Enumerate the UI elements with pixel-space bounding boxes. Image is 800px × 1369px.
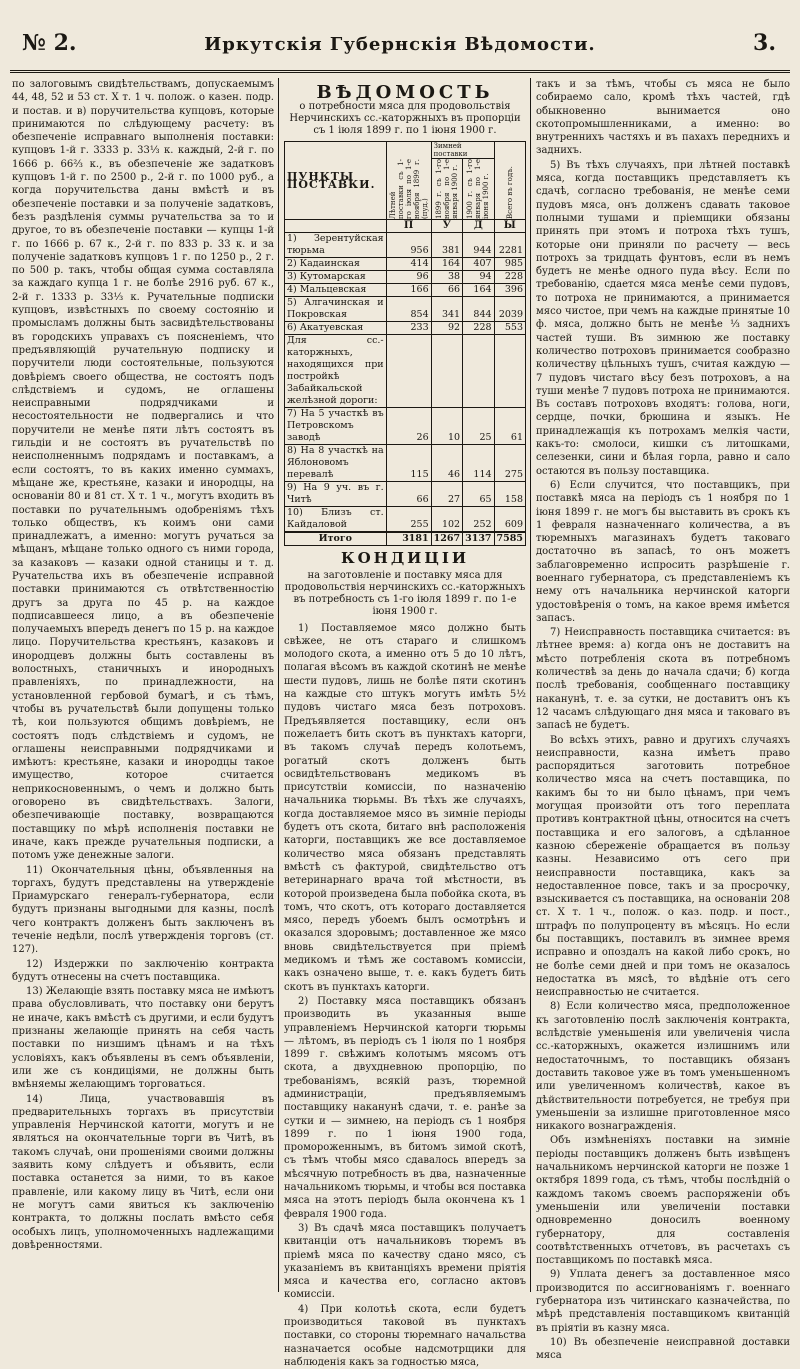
unit-letter: П (386, 220, 431, 233)
year-cell: 158 (494, 482, 525, 507)
winter2-cell: 65 (463, 482, 494, 507)
unit-letter: Ы (494, 220, 525, 233)
winter1-cell: 66 (431, 284, 462, 297)
column-left (12, 78, 274, 1292)
total-winter-2: 3137 (463, 532, 494, 546)
place-cell: 5) Алгачинская и Покровская (285, 297, 387, 322)
year-cell: 609 (494, 507, 525, 533)
summer-cell: 66 (386, 482, 431, 507)
table-header-summer: Лѣтней поставки съ 1-го іюля по 1-е ноября 1899 г. (пуд.) (386, 142, 431, 220)
paragraph: 7) Неисправность поставщика считается: въ лѣтнее время: а) когда онъ не доставитъ на мѣсто потребленія скота въ потребномъ количествѣ за день до начала сдачи; б) когда послѣ требованія, сообщеннаго поставщику наканунѣ, т. е. за сутки, не доставитъ онъ къ 12 часамъ слѣдующаго дня мяса и таковаго въ запасѣ не будетъ. (536, 627, 790, 732)
total-winter-1: 1267 (431, 532, 462, 546)
place-cell: 4) Мальцевская (285, 284, 387, 297)
summer-cell: 414 (386, 258, 431, 271)
paragraph: 11) Окончательныя цѣны, объявленныя на торгахъ, будутъ представлены на утвержденіе Приамурскаго генералъ-губернатора, если будутъ признаны выгодными для казны, послѣ чего контрактъ долженъ быть заключенъ въ теченіе недѣли, послѣ утвержденія торговъ (ст. 127). (12, 864, 274, 956)
conditions-subtitle: на заготовленіе и поставку мяса для продовольствія нерчинскихъ сс.-каторжныхъ въ потребность съ 1-го іюля 1899 г. по 1-е іюня 1900 г. (284, 569, 526, 617)
winter2-cell: 94 (463, 271, 494, 284)
winter2-cell: 25 (463, 408, 494, 445)
winter1-cell: 381 (431, 233, 462, 258)
paragraph: 8) Если количество мяса, предположенное къ заготовленію послѣ заключенія контракта, вслѣдствіе уменьшенія или увеличенія числа сс.-каторжныхъ, окажется излишнимъ или недостаточнымъ, то поставщикъ обязанъ доставить таковое уже въ томъ уменьшенномъ или увеличенномъ количествѣ, какое въ дѣйствительности потребуется, не требуя при уменьшеніи за излишне приготовленное мясо никакого вознагражденія. (536, 1001, 790, 1133)
paragraph: 6) Если случится, что поставщикъ, при поставкѣ мяса на періодъ съ 1 ноября по 1 іюня 1899 г. не могъ бы выставить въ срокъ къ 1 февраля назначеннаго количества, а въ тюремныхъ магазинахъ будетъ таковаго достаточно въ запасѣ, то онъ можетъ заблаговременно испросить разрѣшеніе г. военнаго губернатора, съ представленіемъ къ нему отъ начальника нерчинской каторги удостовѣренія о томъ, на какое время имѣется запасъ. (536, 479, 790, 624)
year-cell: 2281 (494, 233, 525, 258)
newspaper-header (10, 0, 790, 64)
winter2-cell: 164 (463, 284, 494, 297)
place-cell: 10) Близъ ст. Кайдаловой (285, 507, 387, 533)
year-cell: 985 (494, 258, 525, 271)
winter1-cell: 46 (431, 445, 462, 482)
winter2-cell: 407 (463, 258, 494, 271)
place-cell: 9) На 9 уч. въ г. Читѣ (285, 482, 387, 507)
place-cell: 3) Кутомарская (285, 271, 387, 284)
winter1-cell: 27 (431, 482, 462, 507)
summer-cell: 26 (386, 408, 431, 445)
place-cell: 8) На 8 участкѣ на Яблоновомъ перевалѣ (285, 445, 387, 482)
winter2-cell: 228 (463, 322, 494, 335)
column-middle (284, 78, 526, 1368)
paragraph: 1) Поставляемое мясо должно быть свѣжее, не отъ стараго и слишкомъ молодого скота, а именно отъ 5 до 10 лѣтъ, полагая вѣсомъ въ каждой скотинѣ не менѣе шести пудовъ, лишь не болѣе пяти скотинъ на каждые сто штукъ могутъ имѣть 5½ пудовъ чистаго мяса безъ потроховъ. Предъявляется поставщику, если онъ пожелаетъ бить скотъ въ пунктахъ каторги, въ такомъ случаѣ передъ колотьемъ, рогатый скотъ долженъ быть освидѣтельствованъ медикомъ въ присутствіи комиссіи, по назначенію начальника тюрьмы. Въ тѣхъ же случаяхъ, когда доставляемое мясо въ зимніе періоды будетъ отъ скота, битаго внѣ расположенія каторги, поставщикъ же все доставляемое количество мяса обязанъ представлять вмѣстѣ съ фактурой, свидѣтельство отъ ветеринарнаго врача той мѣстности, въ которой произведена была побойка скота, въ томъ, что скотъ, отъ котораго доставляется мясо, передъ убоемъ былъ осмотрѣнъ и оказался здоровымъ; доставленное же мясо вновь свидѣтельствуется при пріемѣ медикомъ и тѣмъ же составомъ комиссіи, какъ означено выше, т. е. какъ будетъ бить скотъ въ пунктахъ каторги. (284, 622, 526, 993)
winter2-cell: 844 (463, 297, 494, 322)
column-divider (530, 78, 531, 1292)
vedomost-title: ВѢДОМОСТЬ (316, 82, 494, 103)
table-cell (285, 220, 387, 233)
column-right (536, 78, 790, 1362)
year-cell: 396 (494, 284, 525, 297)
summer-cell: 956 (386, 233, 431, 258)
table-row (285, 445, 526, 482)
place-cell: 7) На 5 участкѣ въ Петровскомъ заводѣ (285, 408, 387, 445)
unit-letter: У (431, 220, 462, 233)
place-cell: Для сс.-каторжныхъ, находящихся при постройкѣ Забайкальской желѣзной дороги: (285, 335, 387, 408)
page-number: 3. (753, 30, 776, 56)
year-cell: 228 (494, 271, 525, 284)
winter1-cell: 164 (431, 258, 462, 271)
paragraph: 4) При колотьѣ скота, если будетъ производиться таковой въ пунктахъ поставки, со стороны тюремнаго начальства назначается особые надсмотрщики для наблюденія какъ за годностью мяса, (284, 1303, 526, 1368)
vedomost-subtitle: о потребности мяса для продовольствія Нерчинскихъ сс.-каторжныхъ въ пропорціи съ 1 іюля 1899 г. по 1 іюня 1900 г. (289, 101, 521, 137)
winter2-cell: 252 (463, 507, 494, 533)
summer-cell (386, 335, 431, 408)
paragraph: 9) Уплата денегъ за доставленное мясо производится по ассигнованіямъ г. военнаго губернатора изъ читинскаго казначейства, по мѣрѣ представленія поставщикомъ квитанцій въ пріятіи въ казну мяса. (536, 1269, 790, 1334)
year-cell: 553 (494, 322, 525, 335)
summer-cell: 115 (386, 445, 431, 482)
table-header-total: Всего въ годъ. (494, 142, 525, 220)
winter2-cell: 114 (463, 445, 494, 482)
summer-cell: 233 (386, 322, 431, 335)
summer-cell: 96 (386, 271, 431, 284)
table-row (285, 322, 526, 335)
table-header-winter-2: 1900 г. съ 1-го января по 1-е іюня 1900 г. (463, 159, 494, 220)
paragraph: по залоговымъ свидѣтельствамъ, допускаемымъ 44, 48, 52 и 53 ст. Х т. 1 ч. полож. о казен. подр. и постав. и в) поручительства купцовъ, которые принимаются по слѣдующему расчету: въ обезпеченіе исправнаго выполненія поставки: купцовъ 1-й г. 3333 р. 33⅓ к. каждый, 2-й г. по 1666 р. 66⅔ к., въ обезпеченіе же задатковъ купцовъ 1-й г. по 2500 р., 2-й г. по 1000 руб., а когда поручительства даны вмѣстѣ и въ обезпеченіе поставки и за полученіе задатковъ, безъ раздѣленія суммы ручательства за то и другое, то въ обезпеченіе поставки — купцы 1-й г. по 1666 р. 67 к., 2-й г. по 833 р. 33 к. и за полученіе задатковъ купцовъ 1 г. по 1250 р., 2 г. по 500 р. такъ, чтобы общая сумма составляла за каждаго купца 1 г. не болѣе 2916 руб. 67 к., 2-й г. 1333 р. 33⅓ к. Ручательные подписки купцовъ, извѣстныхъ по своему состоянію и промысламъ должны быть засвидѣтельствованы въ городскихъ управахъ съ поясненіемъ, что предъявляющій ручательную подписку и поручители люди состоятельные, пользуются довѣріемъ своего общества, не состоятъ подъ слѣдствіемъ и судомъ, не оглашены неисправными подрядчиками и несостоятельности не подвергались и что поручители не менѣе пяти лѣтъ состоятъ въ гильдіи и не состоятъ въ ручательствѣ по неисполненнымъ подрядамъ и поставкамъ, а если состоятъ, то въ каких именно суммахъ, мѣщане же, крестьяне, казаки и инородцы, на основаніи 80 и 81 ст. Х т. 1 ч., могутъ входить въ поставки по ручательнымъ одобреніямъ тѣхъ только обществъ, къ коимъ они сами принадлежатъ, а именно: могутъ ручаться за мѣщанъ, мѣщане только одного съ ними города, за казаковъ — казаки одной станицы и т. д. Ручательства ихъ въ обезпеченіе исправной поставки принимаются съ отвѣтственностію другъ за друга по 45 р. на каждое подписавшееся лицо, а въ обезпеченіе получаемыхъ впередъ денегъ по 15 р. на каждое лицо. Поручительства крестьянъ, казаковъ и инородцевъ должны быть составлены въ волостныхъ, станичныхъ и инородныхъ правленіяхъ, по принадлежности, на установленной гербовой бумагѣ, и съ тѣмъ, чтобы въ ручательствѣ были допущены только тѣ, кои пользуются общимъ довѣріемъ, не состоятъ подъ слѣдствіемъ и судомъ, не оглашены неисправными подрядчиками и имѣютъ: крестьяне, казаки и инородцы такое имущество, которое считается неприкосновеннымъ, о чемъ и должно быть оговорено въ свидѣтельствахъ. Залоги, обезпечивающіе поставку, возвращаются поставщику по мѣрѣ исполненія поставки не иначе, какъ прежде ручательныя подписки, а потомъ уже денежные залоги. (12, 79, 274, 862)
table-row (285, 507, 526, 533)
table-header-place: ПУНКТЫ ПОСТАВКИ. (285, 142, 387, 220)
winter1-cell: 92 (431, 322, 462, 335)
paragraph: 10) Въ обезпеченіе неисправной доставки мяса (536, 1336, 790, 1362)
table-row-total (285, 532, 526, 546)
paragraph: такъ и за тѣмъ, чтобы съ мяса не было собираемо сало, кромѣ тѣхъ частей, гдѣ обыкновенно вынимается оно скотопромышленниками, а именно: во внутреннихъ частяхъ и въ пахахъ переднихъ и заднихъ. (536, 79, 790, 157)
winter2-cell: 944 (463, 233, 494, 258)
header-rule (10, 70, 790, 73)
paragraph: 5) Въ тѣхъ случаяхъ, при лѣтней поставкѣ мяса, когда поставщикъ представляетъ къ сдачѣ, согласно требованія, не менѣе семи пудовъ мяса, онъ долженъ сдавать таковое полными тушами и пріемщики обязаны принять при этомъ и потроха тѣхъ тушъ, которые они приняли по расчету — весь потрохъ за тридцать фунтовъ, если въ немъ будетъ не менѣе одного пуда вѣсу. Если по требованію, сдается мяса менѣе семи пудовъ, то потроха не принимаются, а принимается мясо чистое, при чемъ на каждые принятые 10 ф. мяса, должно быть не менѣе ⅓ заднихъ частей туши. Въ зимнюю же поставку количество потроховъ принимается сообразно количеству цѣльныхъ тушъ, считая каждую — 7 пудовъ чистаго вѣсу безъ потроховъ, а на туши менѣе 7 пудовъ потроха не принимаются. Въ составъ потроховъ входятъ: голова, ноги, сердце, почки, брюшина и языкъ. Не принадлежащія къ потрохамъ мелкія части, какъ-то: смолоси, кишки съ литошками, селезенки, сини и бѣлая горла, равно и сало остаются въ пользу поставщика. (536, 159, 790, 477)
newspaper-title: Иркутскія Губернскія Вѣдомости. (204, 34, 596, 55)
table-row (285, 408, 526, 445)
place-cell: 2) Кадаинская (285, 258, 387, 271)
paragraph: 3) Въ сдачѣ мяса поставщикъ получаетъ квитанціи отъ начальниковъ тюремъ въ пріемѣ мяса по качеству сдано мясо, съ указаніемъ въ квитанціяхъ времени пріятія мяса и качества его, согласно актовъ комиссіи. (284, 1222, 526, 1301)
place-cell: 6) Акатуевская (285, 322, 387, 335)
table-row (285, 482, 526, 507)
paragraph: 12) Издержки по заключенію контракта будутъ отнесены на счетъ поставщика. (12, 958, 274, 983)
table-row (285, 284, 526, 297)
paragraph: 14) Лица, участвовавшія въ предварительныхъ торгахъ въ присутствіи управленія Нерчинской катorги, могутъ и не являться на окончательные торги въ Читѣ, въ такомъ случаѣ, они прошеніями своими должны заявить кому слѣдуетъ и объявить, если поставка останется за ними, то въ какое правленіе, или какому лицу въ Читѣ, если они не могутъ сами явиться къ заключенію контракта, то должны послать вмѣсто себя особыхъ лицъ, уполномоченныхъ надлежащими довѣренностями. (12, 1093, 274, 1251)
summer-cell: 854 (386, 297, 431, 322)
table-row (285, 258, 526, 271)
winter1-cell (431, 335, 462, 408)
total-summer: 3181 (386, 532, 431, 546)
table-header-winter: Зимней поставки (431, 142, 494, 159)
paragraph: 13) Желающіе взять поставку мяса не имѣютъ права обусловливать, что поставку они берутъ не иначе, какъ вмѣстѣ съ другими, и если будутъ признаны желающіе принять на себя часть поставки по низшимъ цѣнамъ и на тѣхъ условіяхъ, какъ объявлены въ семъ объявленіи, или же съ кондиціями, не должны быть вмѣняемы желающимъ торговаться. (12, 986, 274, 1091)
year-cell: 275 (494, 445, 525, 482)
paragraph: 2) Поставку мяса поставщикъ обязанъ производить въ указанныя выше управленіемъ Нерчинской каторги тюрьмы — лѣтомъ, въ періодъ съ 1 іюля по 1 ноября 1899 г. свѣжимъ колотымъ мясомъ отъ скота, а двухдневною пропорцію, по требованіямъ, всякій разъ, тюремной администраціи, предъявляемымъ поставщику наканунѣ сдачи, т. е. ранѣе за сутки и — зимнею, на періодъ съ 1 ноября 1899 г. по 1 іюня 1900 года, промороженнымъ, въ битомъ зимой скотѣ, съ тѣмъ чтобы мясо сдавалось впередъ за мѣсячную потребность въ два, назначенные начальникомъ тюрьмы, и чтобы вся поставка мяса на этотъ періодъ была окончена къ 1 февраля 1900 года. (284, 995, 526, 1220)
table-row (285, 233, 526, 258)
paragraph: Объ измѣненіяхъ поставки на зимніе періоды поставщикъ долженъ быть извѣщенъ начальникомъ нерчинской каторги не позже 1 октября 1899 года, съ тѣмъ, чтобы послѣдній о каждомъ такомъ своемъ распоряженіи объ уменьшеніи или увеличеніи поставки одновременно доносилъ военному губернатору, для составленія соотвѣтственныхъ отчетовъ, въ расчетахъ съ поставщикомъ по поставкѣ мяса. (536, 1135, 790, 1267)
total-label: Итого (285, 532, 387, 546)
winter2-cell (463, 335, 494, 408)
conditions-title: КОНДИЦІИ (340, 549, 470, 568)
summer-cell: 166 (386, 284, 431, 297)
total-year: 7585 (494, 532, 525, 546)
winter1-cell: 341 (431, 297, 462, 322)
unit-letter: Д (463, 220, 494, 233)
meat-requirements-table (284, 141, 526, 546)
winter1-cell: 10 (431, 408, 462, 445)
table-row (285, 297, 526, 322)
place-cell: 1) Зерентуйская тюрьма (285, 233, 387, 258)
winter1-cell: 102 (431, 507, 462, 533)
column-divider (278, 78, 279, 1292)
year-cell: 61 (494, 408, 525, 445)
year-cell (494, 335, 525, 408)
year-cell: 2039 (494, 297, 525, 322)
issue-number: № 2. (22, 30, 77, 56)
paragraph: Во всѣхъ этихъ, равно и другихъ случаяхъ неисправности, казна имѣетъ право распорядиться заготовить потребное количество мяса на счетъ поставщика, по какимъ бы то ни было цѣнамъ, при чемъ могущая произойти отъ того переплата противъ контрактной цѣны, относится на счетъ поставщика и его залоговъ, а сдѣланное казною сбереженіе обращается въ пользу казны. Независимо отъ сего при неисправности поставщика, какъ за недоставленное повсе, такъ и за просрочку, взыскивается съ поставщика, на основаніи 208 ст. Х т. 1 ч., полож. о каз. подр. и пост., штрафъ по полупроценту въ мѣсяцъ. Но если бы поставщикъ, поставилъ въ зимнее время исправно и опоздалъ на какой либо срокъ, но не болѣе семи дней и при томъ не оказалось недостатка въ мясѣ, то вѣдѣніе отъ сего неисправностью не считается. (536, 734, 790, 999)
table-row (285, 335, 526, 408)
table-header-winter-1: 1899 г. съ 1-го ноября по 1-е января 1900 г. (431, 159, 462, 220)
table-row (285, 271, 526, 284)
summer-cell: 255 (386, 507, 431, 533)
winter1-cell: 38 (431, 271, 462, 284)
